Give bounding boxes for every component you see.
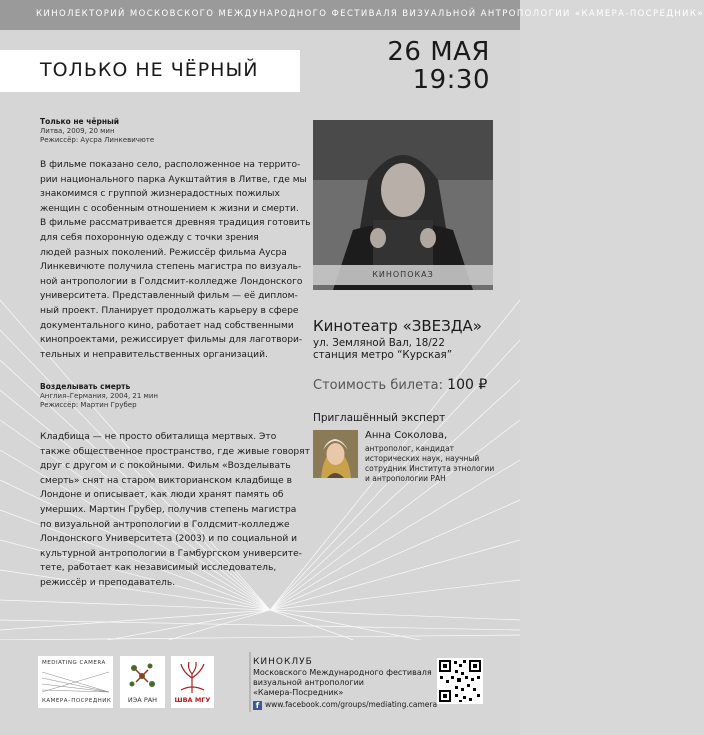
event-time: 19:30 — [412, 65, 490, 95]
text-line: документального кино, работает над собственными — [40, 320, 294, 331]
text-line: также общественное пространство, где живые говорят — [40, 446, 310, 457]
club-heading: КИНОКЛУБ — [253, 657, 313, 667]
text-line: В фильме рассматривается древняя традиция готовить — [40, 218, 311, 229]
text-line: антрополог, кандидат — [365, 444, 455, 453]
facebook-url: www.facebook.com/groups/mediating.camera — [265, 700, 438, 709]
logo-text: MEDIATING CAMERA — [42, 660, 106, 666]
film1-meta — [40, 127, 154, 145]
text-line: Кладбища — не просто обиталища мертвых. Это — [40, 432, 277, 442]
text-line: людей разных поколений. Режиссёр фильма Аусра — [40, 247, 287, 258]
logo-text: ШВА МГУ — [174, 696, 211, 704]
text-line: кинопроектами, режиссирует фильмы для лаготвори- — [40, 335, 303, 346]
film1-country: Литва, 2009, 20 мин — [40, 127, 115, 135]
page-title: ТОЛЬКО НЕ ЧЁРНЫЙ — [40, 59, 259, 81]
text-line: тете, работает как независимый исследователь, — [40, 563, 277, 574]
title-box — [0, 50, 300, 92]
text-line: культурной антропологии в Гамбургском университе- — [40, 548, 302, 559]
text-line: знакомимся с группой жизнерадостных пожилых — [40, 189, 280, 200]
festival-line: КИНОЛЕКТОРИЙ МОСКОВСКОГО МЕЖДУНАРОДНОГО ФЕСТИВАЛЯ ВИЗУАЛЬНОЙ АНТРОПОЛОГИИ «КАМЕРА-ПОСРЕДНИК» — [36, 9, 704, 19]
text-line: исторических наук, научный — [365, 454, 480, 463]
text-line: сотрудник Института этнологии — [365, 464, 495, 473]
facebook-icon: f — [253, 701, 262, 710]
cinema-name: Кинотеатр «ЗВЕЗДА» — [313, 317, 482, 335]
event-datetime — [387, 38, 490, 94]
text-line: университета. Представленный фильм — её диплом- — [40, 291, 298, 302]
facebook-link[interactable] — [253, 700, 437, 710]
header-bar — [0, 0, 704, 30]
ticket-price — [313, 377, 487, 393]
text-line: тельных и неправительственных организаций. — [40, 349, 268, 360]
text-line: и антропологии РАН — [365, 474, 446, 483]
club-description — [253, 668, 432, 698]
text-line: по визуальной антропологии в Голдсмит-колледже — [40, 519, 290, 530]
mediating-camera-logo — [38, 656, 113, 708]
price-value: 100 ₽ — [447, 377, 488, 393]
street-address: ул. Земляной Вал, 18/22 — [313, 337, 445, 349]
text-line: Лондоне и описывает, как люди хранят память об — [40, 490, 284, 501]
text-line: ный проект. Планирует продолжать карьеру в сфере — [40, 305, 299, 316]
film2-description — [40, 430, 310, 591]
qr-code-icon[interactable] — [437, 658, 483, 704]
expert-name: Анна Соколова, — [365, 430, 448, 441]
text-line: Линкевичюте получила степень магистра по визуаль- — [40, 262, 302, 273]
text-line: Лондонского Университета (2003) и по социальной и — [40, 534, 298, 545]
expert-heading: Приглашённый эксперт — [313, 412, 446, 424]
text-line: смерть» снят на старом викторианском кладбище в — [40, 475, 293, 486]
film2-meta — [40, 392, 158, 410]
camera-lines-icon — [42, 670, 109, 694]
iea-ran-logo — [120, 656, 165, 708]
logo-text: ИЭА РАН — [127, 696, 158, 704]
text-line: режиссёр и преподаватель. — [40, 577, 176, 588]
text-line: друг с другом и с покойными. Фильм «Возделывать — [40, 461, 291, 472]
film1-title: Только не чёрный — [40, 117, 120, 126]
film2-country: Англия–Германия, 2004, 21 мин — [40, 392, 158, 400]
tree-icon — [177, 660, 208, 693]
text-line: для себя похоронную одежду с точки зрения — [40, 232, 259, 243]
film1-description — [40, 158, 311, 362]
text-line: В фильме показано село, расположенное на террито- — [40, 160, 301, 170]
text-line: умерших. Мартин Грубер, получив степень магистра — [40, 504, 297, 515]
shva-mgu-logo — [171, 656, 214, 708]
photo-caption: КИНОПОКАЗ — [313, 265, 493, 285]
text-line: женщин с особенным отношением к жизни и смерти. — [40, 203, 299, 214]
film1-director: Режиссёр: Аусра Линкевичюте — [40, 136, 155, 144]
film2-director: Режиссёр: Мартин Грубер — [40, 401, 137, 409]
film2-title: Возделывать смерть — [40, 382, 131, 391]
venue-address — [313, 337, 452, 361]
text-line: ной антропологии в Голдсмит-колледже Лондонского — [40, 276, 303, 287]
logo-text: КАМЕРА–ПОСРЕДНИК — [42, 698, 112, 704]
price-label: Стоимость билета: — [313, 378, 444, 393]
text-line: визуальной антропологии — [253, 678, 364, 687]
expert-photo — [313, 430, 358, 478]
text-line: Московского Международного фестиваля — [253, 668, 432, 677]
event-date: 26 МАЯ — [387, 37, 490, 67]
text-line: рии национального парка Аукштайтия в Литве, где мы — [40, 174, 307, 185]
iea-emblem-icon — [126, 660, 159, 693]
text-line: «Камера-Посредник» — [253, 688, 344, 697]
expert-description — [365, 444, 494, 484]
metro-station: станция метро “Курская” — [313, 349, 453, 361]
